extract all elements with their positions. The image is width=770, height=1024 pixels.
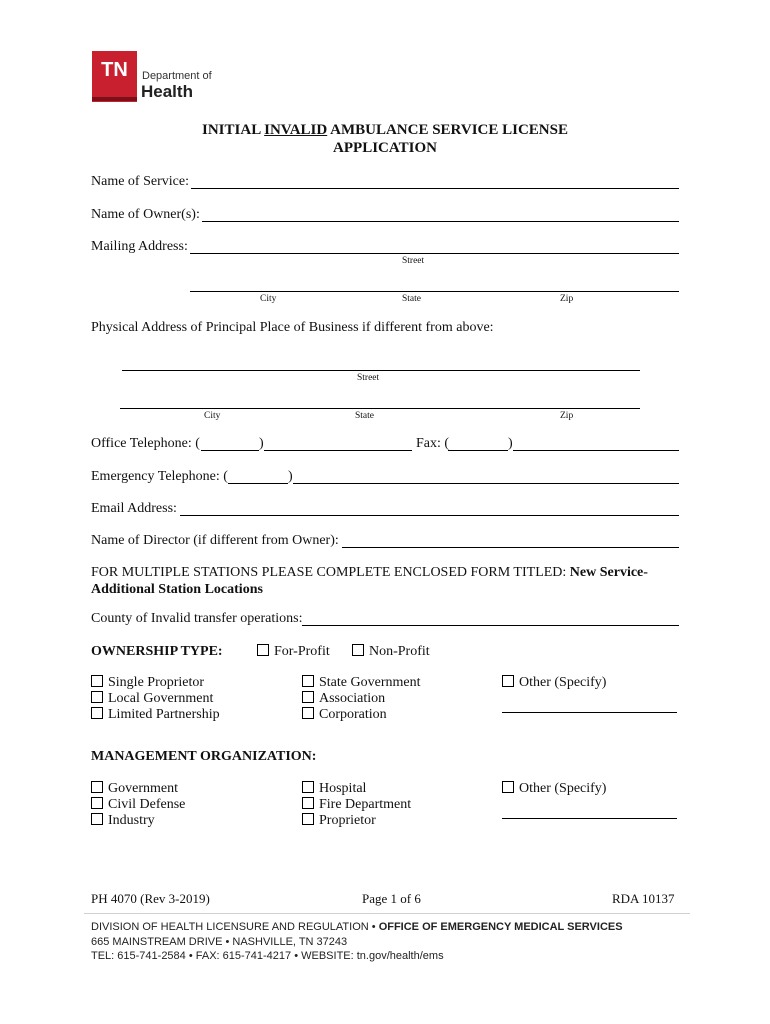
checkbox-box[interactable]	[502, 675, 514, 687]
mailing-street-caption: Street	[402, 256, 425, 266]
physical-street-caption: Street	[357, 373, 380, 383]
fax-area-code-field[interactable]	[448, 450, 508, 451]
checkbox-for-profit[interactable]: For-Profit	[257, 644, 330, 660]
footer-divider	[84, 913, 690, 914]
checkbox-box[interactable]	[302, 691, 314, 703]
rda-number: RDA 10137	[612, 891, 675, 906]
checkbox-state-government[interactable]: State Government	[302, 675, 420, 691]
checkbox-civil-defense[interactable]: Civil Defense	[91, 797, 185, 813]
form-title-line2: APPLICATION	[333, 140, 437, 156]
owner-name-label: Name of Owner(s):	[91, 207, 200, 222]
service-name-field[interactable]	[191, 188, 679, 189]
director-label: Name of Director (if different from Owner):	[91, 533, 339, 548]
logo-health: Health	[141, 82, 193, 101]
office-phone-paren: )	[259, 436, 264, 451]
emergency-phone-label: Emergency Telephone: (	[91, 469, 228, 484]
checkbox-non-profit[interactable]: Non-Profit	[352, 644, 430, 660]
fax-paren: )	[508, 436, 513, 451]
checkbox-hospital[interactable]: Hospital	[302, 781, 366, 797]
county-field[interactable]	[302, 625, 679, 626]
ownership-type-heading: OWNERSHIP TYPE:	[91, 644, 223, 659]
checkbox-box[interactable]	[91, 797, 103, 809]
physical-address-label: Physical Address of Principal Place of Business if different from above:	[91, 320, 494, 335]
checkbox-local-government[interactable]: Local Government	[91, 691, 213, 707]
logo-department: Department of	[142, 70, 212, 82]
mailing-zip-caption: Zip	[560, 294, 574, 304]
form-title-line1: INITIAL INVALID AMBULANCE SERVICE LICENSE	[202, 122, 568, 138]
logo-state: TN	[101, 59, 128, 81]
mailing-address-label: Mailing Address:	[91, 239, 188, 254]
checkbox-box[interactable]	[302, 781, 314, 793]
email-field[interactable]	[180, 515, 679, 516]
checkbox-government[interactable]: Government	[91, 781, 178, 797]
checkbox-ownership-other[interactable]: Other (Specify)	[502, 675, 606, 691]
director-field[interactable]	[342, 547, 679, 548]
checkbox-industry[interactable]: Industry	[91, 813, 155, 829]
physical-city-state-zip-field[interactable]	[120, 408, 640, 409]
checkbox-fire-department[interactable]: Fire Department	[302, 797, 411, 813]
checkbox-association[interactable]: Association	[302, 691, 385, 707]
county-label: County of Invalid transfer operations:	[91, 611, 303, 626]
office-phone-label: Office Telephone: (	[91, 436, 200, 451]
checkbox-box[interactable]	[352, 644, 364, 656]
checkbox-corporation[interactable]: Corporation	[302, 707, 387, 723]
multiple-stations-note: FOR MULTIPLE STATIONS PLEASE COMPLETE ENCLOSED FORM TITLED: New Service- Additional Station Locations	[91, 565, 648, 597]
footer-division-line: DIVISION OF HEALTH LICENSURE AND REGULATION • OFFICE OF EMERGENCY MEDICAL SERVICES	[91, 921, 623, 933]
logo-underbar	[92, 97, 137, 101]
physical-zip-caption: Zip	[560, 411, 574, 421]
service-name-label: Name of Service:	[91, 174, 189, 189]
management-organization-heading: MANAGEMENT ORGANIZATION:	[91, 749, 317, 764]
checkbox-limited-partnership[interactable]: Limited Partnership	[91, 707, 220, 723]
checkbox-box[interactable]	[91, 707, 103, 719]
checkbox-proprietor[interactable]: Proprietor	[302, 813, 376, 829]
mailing-street-field[interactable]	[190, 253, 679, 254]
checkbox-box[interactable]	[302, 675, 314, 687]
emergency-phone-area-code-field[interactable]	[228, 483, 288, 484]
checkbox-box[interactable]	[302, 797, 314, 809]
ownership-other-specify-field[interactable]	[502, 712, 677, 713]
checkbox-management-other[interactable]: Other (Specify)	[502, 781, 606, 797]
form-id: PH 4070 (Rev 3-2019)	[91, 891, 210, 906]
checkbox-box[interactable]	[302, 813, 314, 825]
page-number: Page 1 of 6	[362, 891, 421, 906]
footer-address: 665 MAINSTREAM DRIVE • NASHVILLE, TN 37243	[91, 936, 348, 948]
mailing-state-caption: State	[402, 294, 421, 304]
physical-city-caption: City	[204, 411, 221, 421]
fax-label: Fax: (	[416, 436, 450, 451]
office-phone-area-code-field[interactable]	[201, 450, 259, 451]
fax-number-field[interactable]	[513, 450, 679, 451]
checkbox-box[interactable]	[91, 691, 103, 703]
footer-contact: TEL: 615-741-2584 • FAX: 615-741-4217 • WEBSITE: tn.gov/health/ems	[91, 950, 444, 962]
management-other-specify-field[interactable]	[502, 818, 677, 819]
mailing-city-state-zip-field[interactable]	[190, 291, 679, 292]
emergency-phone-number-field[interactable]	[293, 483, 679, 484]
mailing-city-caption: City	[260, 294, 277, 304]
checkbox-box[interactable]	[91, 781, 103, 793]
email-label: Email Address:	[91, 501, 177, 516]
checkbox-box[interactable]	[91, 675, 103, 687]
owner-name-field[interactable]	[202, 221, 679, 222]
checkbox-box[interactable]	[302, 707, 314, 719]
checkbox-box[interactable]	[257, 644, 269, 656]
checkbox-box[interactable]	[91, 813, 103, 825]
emergency-phone-paren: )	[288, 469, 293, 484]
physical-street-field[interactable]	[122, 370, 640, 371]
office-phone-number-field[interactable]	[264, 450, 412, 451]
checkbox-single-proprietor[interactable]: Single Proprietor	[91, 675, 204, 691]
physical-state-caption: State	[355, 411, 374, 421]
tn-logo	[92, 51, 137, 102]
checkbox-box[interactable]	[502, 781, 514, 793]
